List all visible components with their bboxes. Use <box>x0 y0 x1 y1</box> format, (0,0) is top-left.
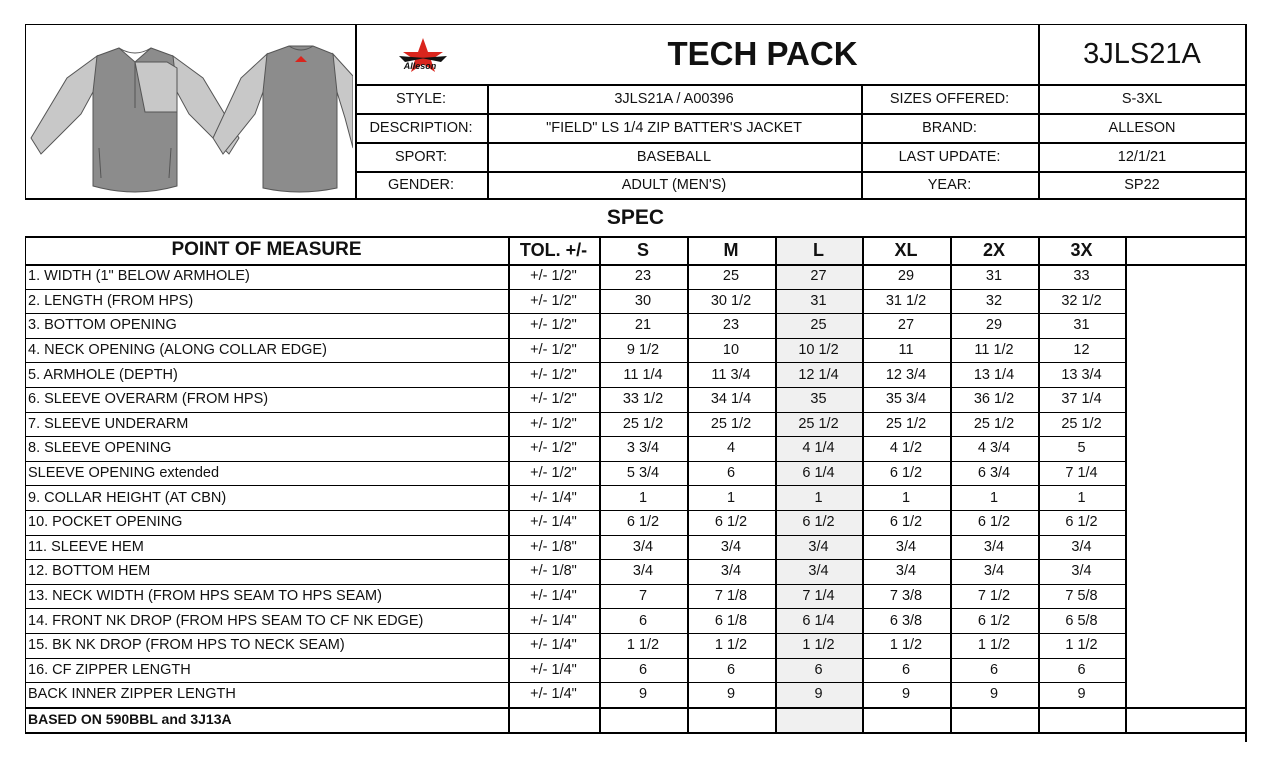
size-value: 36 1/2 <box>973 391 1015 408</box>
column-header: TOL. +/- <box>519 239 588 260</box>
measure-name: 15. BK NK DROP (FROM HPS TO NECK SEAM) <box>28 637 345 654</box>
row-divider <box>25 559 1125 560</box>
tolerance-value: +/- 1/2" <box>530 465 577 482</box>
row-divider <box>25 510 1125 511</box>
tolerance-value: +/- 1/4" <box>530 661 577 678</box>
size-value: 25 1/2 <box>798 415 839 432</box>
size-value: 1 1/2 <box>1065 637 1098 654</box>
size-value: 29 <box>985 317 1003 334</box>
size-value: 37 1/4 <box>1061 391 1102 408</box>
grid-line <box>487 84 489 200</box>
measure-name: 5. ARMHOLE (DEPTH) <box>28 366 178 383</box>
info-value: ADULT (MEN'S) <box>621 176 727 193</box>
size-value: 4 3/4 <box>977 440 1011 457</box>
row-divider <box>25 584 1125 585</box>
column-divider <box>1038 236 1040 732</box>
column-header: 2X <box>982 239 1006 260</box>
tolerance-value: +/- 1/4" <box>530 588 577 605</box>
info-label: STYLE: <box>396 90 446 107</box>
measure-name: 8. SLEEVE OPENING <box>28 440 172 457</box>
size-value: 3/4 <box>632 563 654 580</box>
measure-name: 16. CF ZIPPER LENGTH <box>28 661 191 678</box>
info-value: 3JLS21A / A00396 <box>614 90 734 107</box>
size-value: 7 1/2 <box>977 588 1011 605</box>
measure-name: SLEEVE OPENING extended <box>28 465 220 482</box>
measure-name: 3. BOTTOM OPENING <box>28 317 177 334</box>
size-value: 13 1/4 <box>973 366 1015 383</box>
size-value: 10 <box>722 342 740 359</box>
size-value: 30 <box>634 292 652 309</box>
size-value: 1 <box>901 489 911 506</box>
size-value: 31 <box>810 292 827 309</box>
size-value: 6 1/2 <box>802 514 835 531</box>
tolerance-value: +/- 1/2" <box>530 366 577 383</box>
info-value: SP22 <box>1124 176 1160 193</box>
size-value: 25 1/2 <box>710 415 752 432</box>
size-value: 1 1/2 <box>714 637 748 654</box>
footer-note: BASED ON 590BBL and 3J13A <box>28 711 232 728</box>
garment-sketch-icon <box>27 28 353 201</box>
tolerance-value: +/- 1/2" <box>530 440 577 457</box>
measure-name: 12. BOTTOM HEM <box>28 563 151 580</box>
tolerance-value: +/- 1/4" <box>530 637 577 654</box>
tolerance-value: +/- 1/4" <box>530 489 577 506</box>
size-value: 6 <box>726 465 736 482</box>
row-divider <box>25 633 1125 634</box>
border-top <box>25 24 1246 25</box>
size-value: 33 1/2 <box>622 391 664 408</box>
row-divider <box>25 412 1125 413</box>
size-value: 5 <box>1077 440 1086 457</box>
size-value: 25 1/2 <box>885 415 927 432</box>
column-divider <box>599 236 601 732</box>
column-divider <box>687 236 689 732</box>
size-value: 6 3/8 <box>889 612 923 629</box>
size-value: 6 1/2 <box>626 514 660 531</box>
size-value: 7 <box>638 588 648 605</box>
size-value: 3/4 <box>983 563 1005 580</box>
grid-line <box>355 24 357 200</box>
size-value: 12 <box>1073 342 1090 359</box>
size-value: 3/4 <box>983 538 1005 555</box>
info-label: YEAR: <box>927 176 972 193</box>
size-value: 6 5/8 <box>1065 612 1098 629</box>
size-value: 4 <box>726 440 736 457</box>
size-value: 9 <box>1077 686 1086 703</box>
size-value: 31 <box>1073 317 1090 334</box>
column-header: L <box>813 239 824 260</box>
size-value: 31 <box>985 268 1003 285</box>
measure-name: 6. SLEEVE OVERARM (FROM HPS) <box>28 391 269 408</box>
size-value: 9 1/2 <box>626 342 660 359</box>
tolerance-value: +/- 1/4" <box>530 514 577 531</box>
border-left <box>25 236 26 732</box>
row-divider <box>25 289 1125 290</box>
size-value: 6 <box>901 661 911 678</box>
measure-name: 11. SLEEVE HEM <box>28 538 144 555</box>
info-label: BRAND: <box>922 119 977 136</box>
size-value: 6 <box>638 661 648 678</box>
measure-name: BACK INNER ZIPPER LENGTH <box>28 686 236 703</box>
size-value: 12 1/4 <box>798 366 839 383</box>
info-label: SPORT: <box>394 148 448 165</box>
column-header: 3X <box>1070 239 1093 260</box>
column-divider <box>950 236 952 732</box>
measure-name: 2. LENGTH (FROM HPS) <box>28 292 194 309</box>
size-value: 23 <box>722 317 740 334</box>
size-value: 3/4 <box>720 563 742 580</box>
column-header: XL <box>894 239 918 260</box>
tolerance-value: +/- 1/4" <box>530 686 577 703</box>
page-title: TECH PACK <box>667 35 858 72</box>
tolerance-value: +/- 1/2" <box>530 342 577 359</box>
brand-logo-text: Alleson <box>403 61 437 71</box>
size-value: 25 1/2 <box>1061 415 1102 432</box>
column-header <box>1125 236 1244 264</box>
size-value: 11 1/2 <box>974 342 1014 359</box>
size-value: 1 <box>989 489 999 506</box>
column-header: M <box>723 239 739 260</box>
measure-name: 10. POCKET OPENING <box>28 514 183 531</box>
size-value: 6 1/2 <box>977 514 1011 531</box>
size-value: 3 3/4 <box>626 440 660 457</box>
size-value: 9 <box>814 686 823 703</box>
size-value: 13 3/4 <box>1061 366 1102 383</box>
info-value: ALLESON <box>1108 119 1176 136</box>
border-right <box>1245 24 1247 742</box>
size-value: 12 3/4 <box>885 366 927 383</box>
size-value: 29 <box>897 268 915 285</box>
size-value: 32 <box>985 292 1003 309</box>
size-value: 7 3/8 <box>889 588 923 605</box>
size-value: 6 1/4 <box>802 612 835 629</box>
size-value: 11 1/4 <box>623 366 663 383</box>
size-value: 7 1/4 <box>1065 465 1098 482</box>
size-value: 9 <box>901 686 911 703</box>
size-value: 4 1/2 <box>889 440 923 457</box>
measure-name: 7. SLEEVE UNDERARM <box>28 415 189 432</box>
size-value: 6 <box>814 661 823 678</box>
column-divider <box>862 236 864 732</box>
column-divider <box>1125 236 1127 732</box>
size-value: 11 3/4 <box>711 366 751 383</box>
column-header: S <box>636 239 649 260</box>
grid-line <box>1038 24 1040 200</box>
size-value: 1 1/2 <box>626 637 660 654</box>
size-value: 4 1/4 <box>802 440 835 457</box>
size-value: 6 1/2 <box>1065 514 1098 531</box>
size-value: 9 <box>989 686 999 703</box>
tolerance-value: +/- 1/8" <box>530 538 577 555</box>
info-label: DESCRIPTION: <box>369 119 473 136</box>
tolerance-value: +/- 1/2" <box>530 317 577 334</box>
size-value: 1 <box>814 489 823 506</box>
measure-name: 14. FRONT NK DROP (FROM HPS SEAM TO CF NK EDGE) <box>28 612 424 629</box>
info-label: GENDER: <box>387 176 455 193</box>
info-value: S-3XL <box>1121 90 1163 107</box>
size-value: 6 <box>638 612 648 629</box>
size-value: 34 1/4 <box>710 391 752 408</box>
size-value: 11 <box>898 342 914 359</box>
size-value: 35 3/4 <box>885 391 927 408</box>
info-value: "FIELD" LS 1/4 ZIP BATTER'S JACKET <box>546 119 802 136</box>
size-value: 3/4 <box>895 538 917 555</box>
row-divider <box>25 485 1125 486</box>
grid-line <box>861 84 863 200</box>
row-divider <box>25 682 1125 683</box>
size-value: 1 1/2 <box>802 637 835 654</box>
size-value: 25 1/2 <box>973 415 1015 432</box>
info-value: BASEBALL <box>636 148 712 165</box>
tolerance-value: +/- 1/4" <box>530 612 577 629</box>
size-value: 23 <box>634 268 652 285</box>
size-value: 32 1/2 <box>1061 292 1102 309</box>
size-value: 1 <box>1077 489 1086 506</box>
measure-name: 4. NECK OPENING (ALONG COLLAR EDGE) <box>28 342 327 359</box>
size-value: 10 1/2 <box>798 342 839 359</box>
size-value: 6 1/2 <box>977 612 1011 629</box>
size-value: 21 <box>634 317 652 334</box>
size-value: 7 1/8 <box>714 588 748 605</box>
size-value: 3/4 <box>1071 538 1092 555</box>
size-value: 6 1/2 <box>889 514 923 531</box>
measure-name: 13. NECK WIDTH (FROM HPS SEAM TO HPS SEAM) <box>28 588 382 605</box>
row-divider <box>25 535 1125 536</box>
alleson-star-logo-icon <box>395 36 451 79</box>
tolerance-value: +/- 1/2" <box>530 415 577 432</box>
size-value: 9 <box>638 686 648 703</box>
spec-title: SPEC <box>606 206 665 229</box>
size-value: 6 1/4 <box>802 465 835 482</box>
size-value: 7 1/4 <box>802 588 835 605</box>
measure-name: 9. COLLAR HEIGHT (AT CBN) <box>28 489 227 506</box>
size-value: 25 1/2 <box>622 415 664 432</box>
info-label: LAST UPDATE: <box>898 148 1001 165</box>
size-value: 6 <box>726 661 736 678</box>
tolerance-value: +/- 1/2" <box>530 292 577 309</box>
row-divider <box>25 436 1125 437</box>
size-value: 6 <box>1077 661 1086 678</box>
size-value: 25 <box>722 268 740 285</box>
size-value: 9 <box>726 686 736 703</box>
size-value: 27 <box>897 317 915 334</box>
size-value: 31 1/2 <box>885 292 927 309</box>
size-value: 3/4 <box>808 538 829 555</box>
row-divider <box>25 313 1125 314</box>
row-divider <box>25 387 1125 388</box>
size-value: 7 5/8 <box>1065 588 1098 605</box>
row-divider <box>25 362 1125 363</box>
size-value: 3/4 <box>895 563 917 580</box>
size-value: 3/4 <box>808 563 829 580</box>
size-value: 6 <box>989 661 999 678</box>
info-value: 12/1/21 <box>1117 148 1167 165</box>
row-divider <box>25 608 1125 609</box>
info-label: SIZES OFFERED: <box>889 90 1010 107</box>
size-value: 6 1/2 <box>714 514 748 531</box>
size-value: 6 1/8 <box>714 612 748 629</box>
size-value: 30 1/2 <box>710 292 752 309</box>
style-code: 3JLS21A <box>1083 37 1201 70</box>
row-divider <box>25 658 1125 659</box>
column-header: POINT OF MEASURE <box>171 239 362 260</box>
tolerance-value: +/- 1/8" <box>530 563 577 580</box>
size-value: 6 3/4 <box>977 465 1011 482</box>
size-value: 3/4 <box>1071 563 1092 580</box>
size-value: 35 <box>810 391 827 408</box>
border-left <box>25 24 26 198</box>
row-divider <box>25 338 1125 339</box>
size-value: 1 <box>638 489 648 506</box>
grid-line <box>25 732 1246 734</box>
size-value: 5 3/4 <box>626 465 660 482</box>
size-value: 1 1/2 <box>889 637 923 654</box>
size-value: 3/4 <box>632 538 654 555</box>
size-value: 1 <box>726 489 736 506</box>
measure-name: 1. WIDTH (1" BELOW ARMHOLE) <box>28 268 250 285</box>
tech-pack-sheet <box>25 24 1246 742</box>
size-value: 27 <box>810 268 827 285</box>
size-value: 25 <box>810 317 827 334</box>
column-divider <box>775 236 777 732</box>
size-value: 33 <box>1073 268 1090 285</box>
tolerance-value: +/- 1/2" <box>530 268 577 285</box>
size-value: 3/4 <box>720 538 742 555</box>
size-value: 1 1/2 <box>977 637 1011 654</box>
column-divider <box>508 236 510 732</box>
size-value: 6 1/2 <box>889 465 923 482</box>
tolerance-value: +/- 1/2" <box>530 391 577 408</box>
row-divider <box>25 461 1125 462</box>
